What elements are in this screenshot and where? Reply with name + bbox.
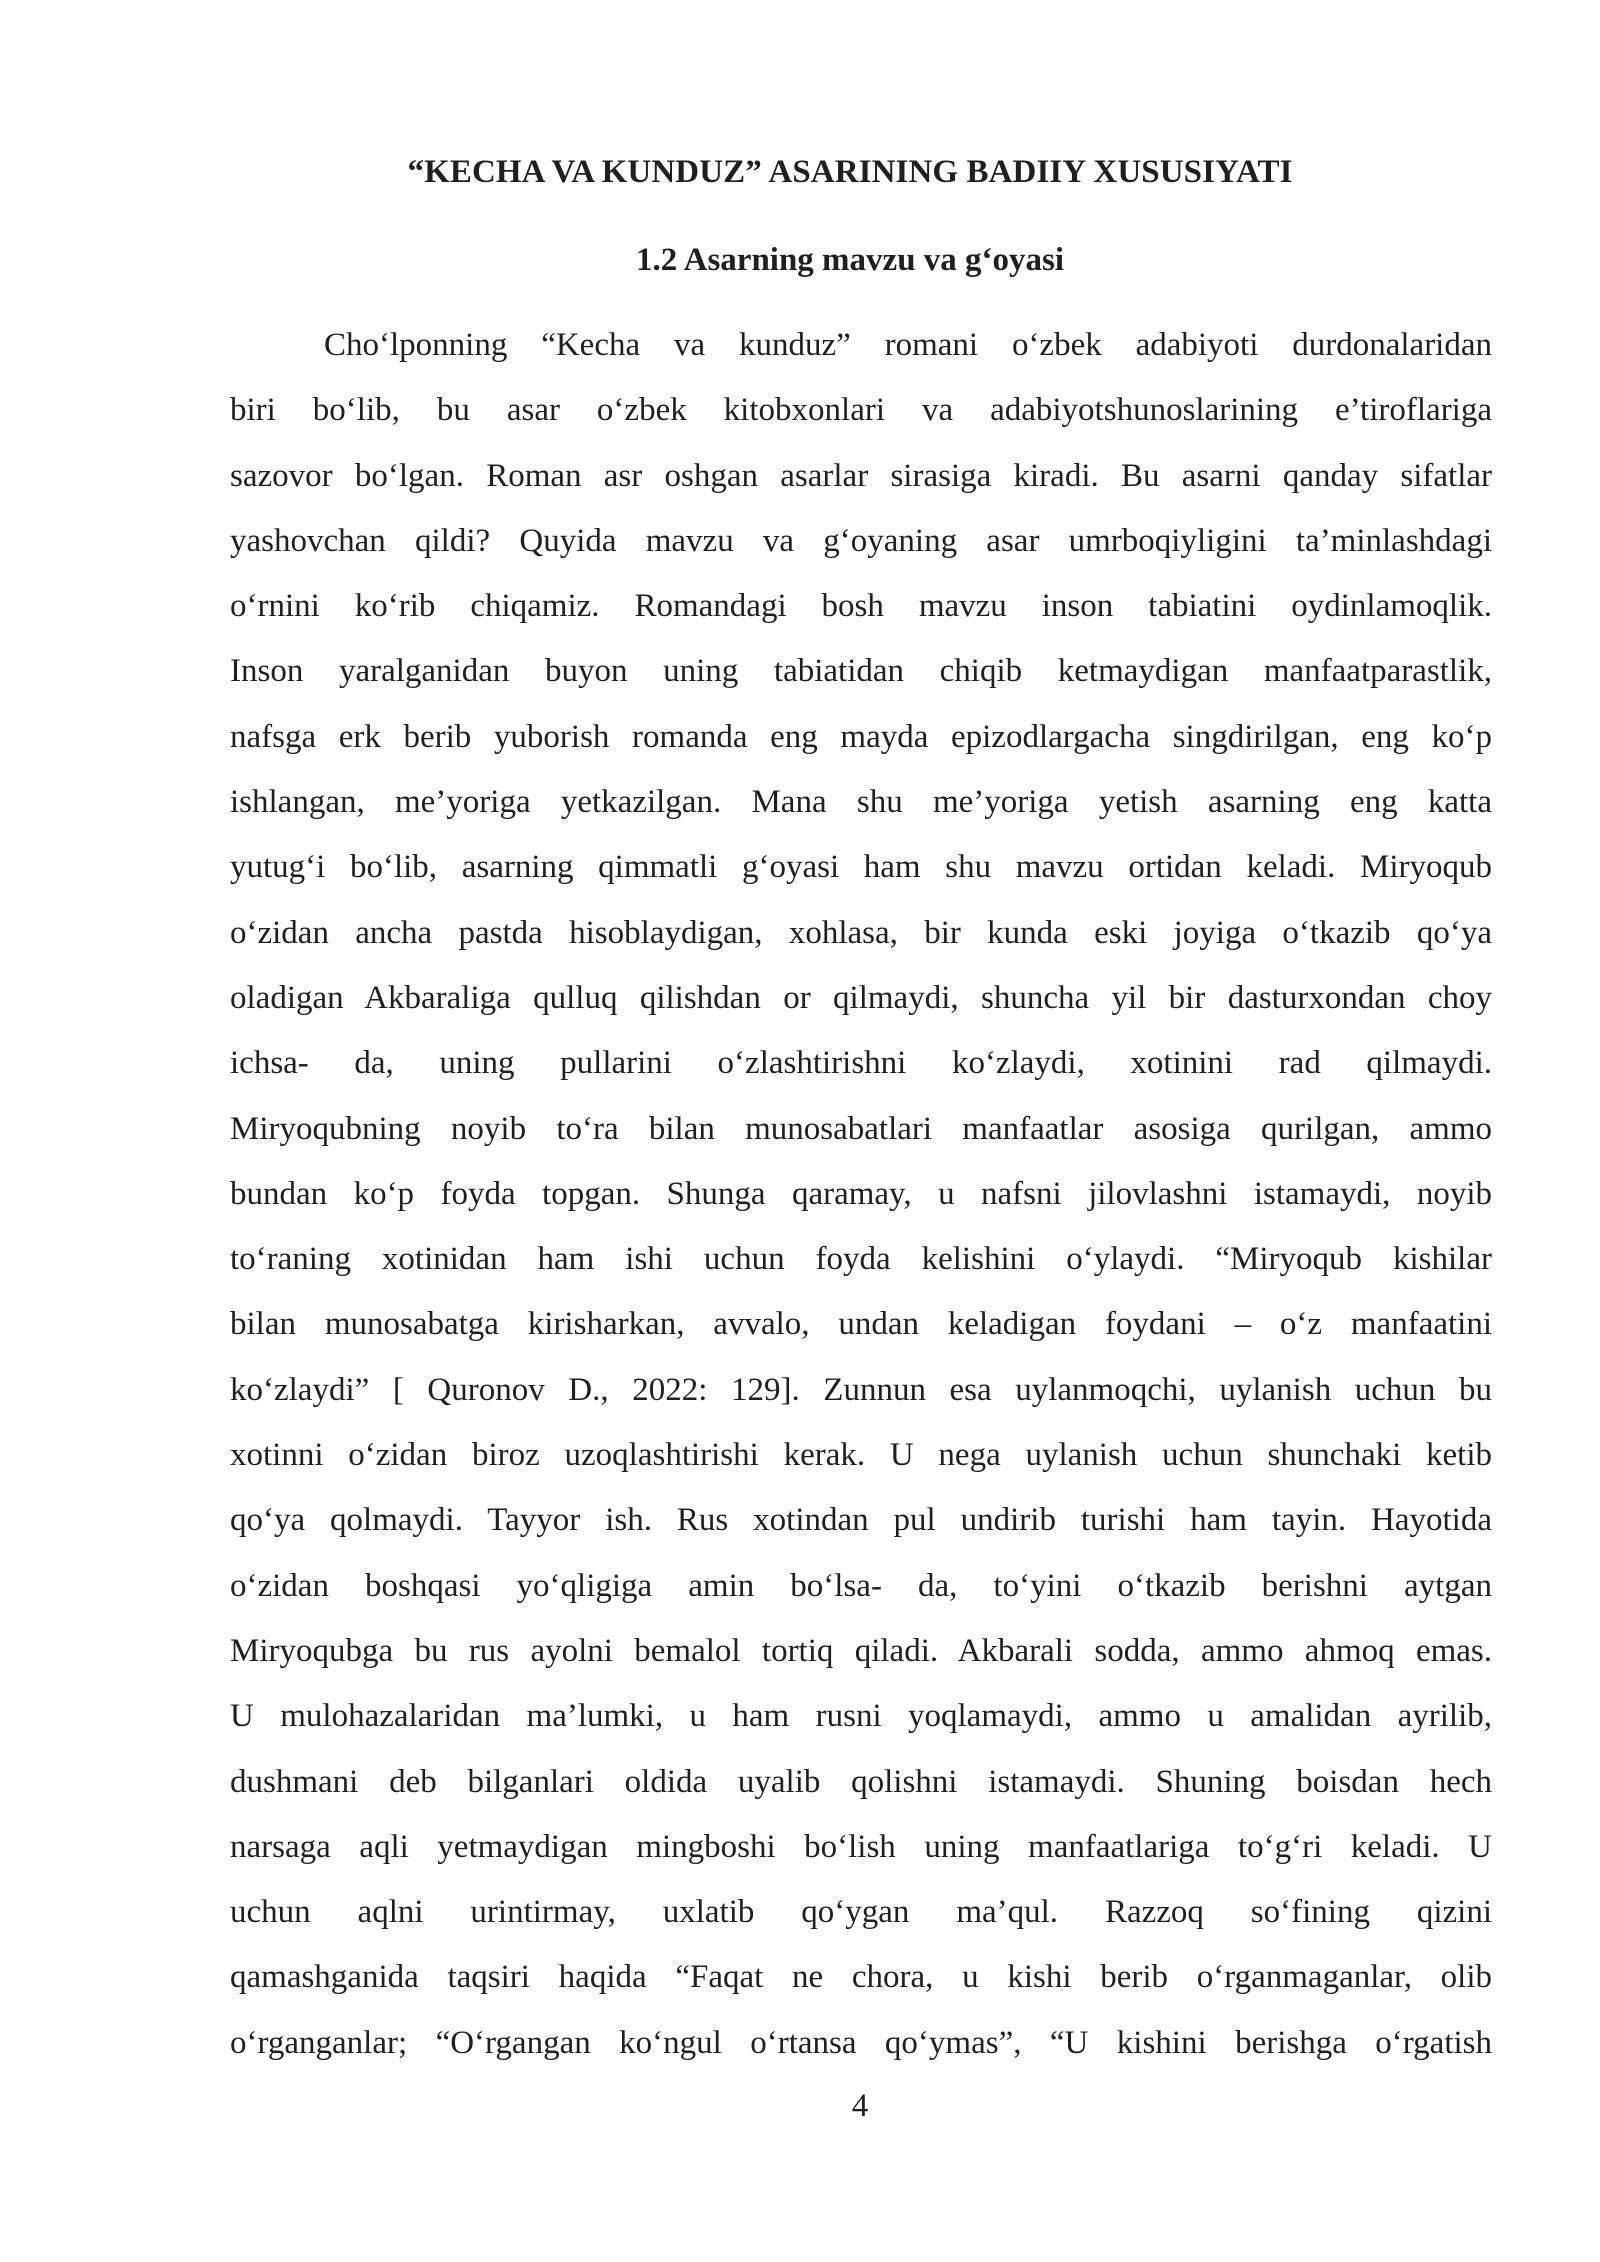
section-heading: 1.2 Asarning mavzu va g‘oyasi xyxy=(635,242,1065,278)
paragraph-line: o‘zidan ancha pastda hisoblaydigan, xohlasa, bir kunda eski joyiga o‘tkazib qo‘ya xyxy=(230,914,1492,951)
paragraph-line: nafsga erk berib yuborish romanda eng mayda epizodlargacha singdirilgan, eng ko‘p xyxy=(230,718,1492,755)
paragraph-line: oladigan Akbaraliga qulluq qilishdan or qilmaydi, shuncha yil bir dasturxondan choy xyxy=(230,979,1492,1016)
paragraph-line: uchun aqlni urintirmay, uxlatib qo‘ygan ma’qul. Razzoq so‘fining qizini xyxy=(230,1894,1492,1931)
paragraph-line: Miryoqubning noyib to‘ra bilan munosabatlari manfaatlar asosiga qurilgan, ammo xyxy=(230,1110,1492,1147)
paragraph-line: dushmani deb bilganlari oldida uyalib qolishni istamaydi. Shuning boisdan hech xyxy=(230,1763,1492,1800)
paragraph-line: Miryoqubga bu rus ayolni bemalol tortiq qiladi. Akbarali sodda, ammo ahmoq emas. xyxy=(230,1632,1492,1669)
paragraph-line: U mulohazalaridan ma’lumki, u ham rusni yoqlamaydi, ammo u amalidan ayrilib, xyxy=(230,1698,1492,1735)
paragraph-line: o‘zidan boshqasi yo‘qligiga amin bo‘lsa- da, to‘yini o‘tkazib berishni aytgan xyxy=(230,1567,1492,1604)
document-title: “KECHA VA KUNDUZ” ASARINING BADIIY XUSUSIYATI xyxy=(407,154,1293,190)
paragraph-line: bilan munosabatga kirisharkan, avvalo, undan keladigan foydani – o‘z manfaatini xyxy=(230,1306,1492,1343)
paragraph-line: to‘raning xotinidan ham ishi uchun foyda kelishini o‘ylaydi. “Miryoqub kishilar xyxy=(230,1241,1492,1278)
paragraph-line: Cho‘lponning “Kecha va kunduz” romani o‘zbek adabiyoti durdonalaridan xyxy=(324,327,1492,363)
paragraph-line: o‘rnini ko‘rib chiqamiz. Romandagi bosh mavzu inson tabiatini oydinlamoqlik. xyxy=(230,588,1492,625)
paragraph-line: ishlangan, me’yoriga yetkazilgan. Mana shu me’yoriga yetish asarning eng katta xyxy=(230,784,1492,821)
paragraph-line: yutug‘i bo‘lib, asarning qimmatli g‘oyasi ham shu mavzu ortidan keladi. Miryoqub xyxy=(230,849,1492,886)
paragraph-line: biri bo‘lib, bu asar o‘zbek kitobxonlari va adabiyotshunoslarining e’tiroflariga xyxy=(230,392,1492,429)
page-number: 4 xyxy=(851,2088,869,2124)
paragraph-line: bundan ko‘p foyda topgan. Shunga qaramay, u nafsni jilovlashni istamaydi, noyib xyxy=(230,1175,1492,1212)
paragraph-line: ichsa- da, uning pullarini o‘zlashtirishni ko‘zlaydi, xotinini rad qilmaydi. xyxy=(230,1045,1492,1082)
paragraph-line: sazovor bo‘lgan. Roman asr oshgan asarlar sirasiga kiradi. Bu asarni qanday sifatlar xyxy=(230,457,1492,494)
paragraph-line: yashovchan qildi? Quyida mavzu va g‘oyaning asar umrboqiyligini ta’minlashdagi xyxy=(230,522,1492,559)
paragraph-line: ko‘zlaydi” [ Quronov D., 2022: 129]. Zunnun esa uylanmoqchi, uylanish uchun bu xyxy=(230,1371,1492,1408)
paragraph-line: xotinni o‘zidan biroz uzoqlashtirishi kerak. U nega uylanish uchun shunchaki ketib xyxy=(230,1437,1492,1474)
paragraph-line: narsaga aqli yetmaydigan mingboshi bo‘lish uning manfaatlariga to‘g‘ri keladi. U xyxy=(230,1828,1492,1865)
body-paragraph xyxy=(230,313,1492,2076)
paragraph-line: Inson yaralganidan buyon uning tabiatidan chiqib ketmaydigan manfaatparastlik, xyxy=(230,653,1492,690)
paragraph-line: qo‘ya qolmaydi. Tayyor ish. Rus xotindan pul undirib turishi ham tayin. Hayotida xyxy=(230,1502,1492,1539)
paragraph-line: qamashganida taqsiri haqida “Faqat ne chora, u kishi berib o‘rganmaganlar, olib xyxy=(230,1959,1492,1996)
paragraph-line: o‘rganganlar; “O‘rgangan ko‘ngul o‘rtansa qo‘ymas”, “U kishini berishga o‘rgatish xyxy=(230,2024,1492,2061)
